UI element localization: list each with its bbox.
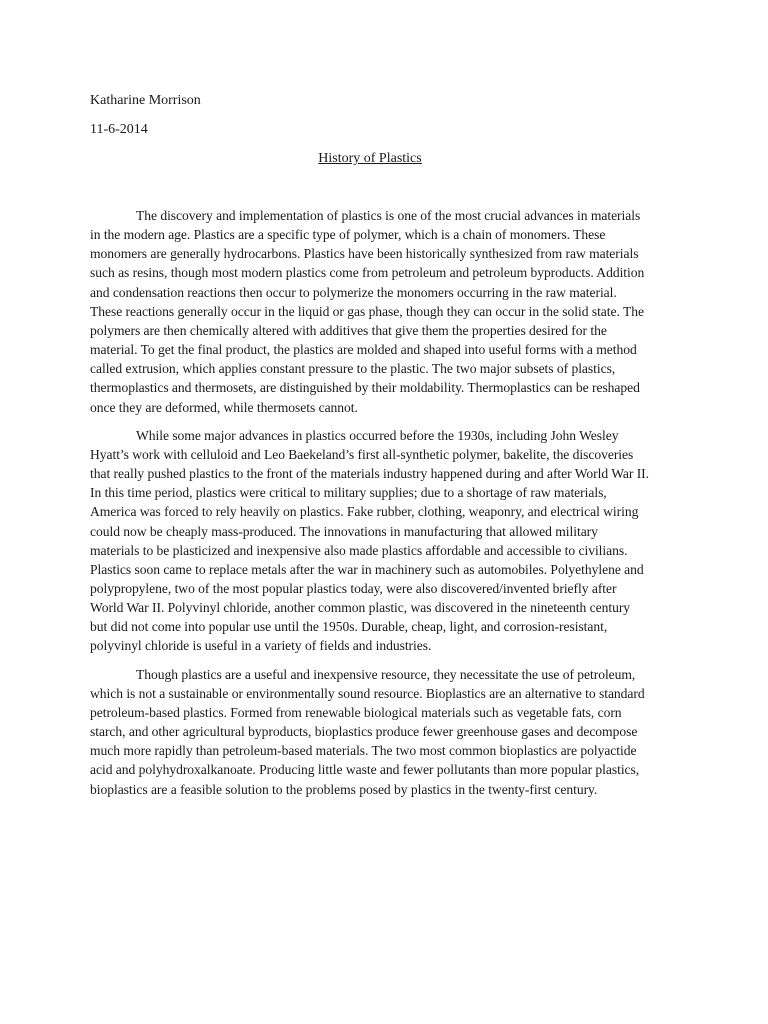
paragraph-2: While some major advances in plastics occurred before the 1930s, including John Wesley Hyatt’s work with celluloid and Leo Baekeland’s first all-synthetic polymer, bakelite, the discoveries that really pushed plastics to the front of the materials industry happened during and after World War II. In this time period, plastics were critical to military supplies; due to a shortage of raw materials, America was forced to rely heavily on plastics. Fake rubber, clothing, weaponry, and electrical wiring could now be cheaply mass-produced. The innovations in manufacturing that allowed military materials to be plasticized and inexpensive also made plastics affordable and accessible to civilians. Plastics soon came to replace metals after the war in machinery such as automobiles. Polyethylene and polypropylene, two of the most popular plastics today, were also discovered/invented briefly after World War II. Polyvinyl chloride, another common plastic, was discovered in the nineteenth century but did not come into popular use until the 1950s. Durable, cheap, light, and corrosion-resistant, polyvinyl chloride is useful in a variety of fields and industries. <box>90 427 650 654</box>
document-title: History of Plastics <box>318 151 422 166</box>
document-body <box>90 91 650 808</box>
document-date: 11-6-2014 <box>90 122 148 137</box>
paragraph-3: Though plastics are a useful and inexpensive resource, they necessitate the use of petroleum, which is not a sustainable or environmentally sound resource. Bioplastics are an alternative to standard petroleum-based plastics. Formed from renewable biological materials such as vegetable fats, corn starch, and other agricultural byproducts, bioplastics produce fewer greenhouse gases and decompose much more rapidly than petroleum-based materials. The two most common bioplastics are polyactide acid and polyhydroxalkanoate. Producing little waste and fewer pollutants than more popular plastics, bioplastics are a feasible solution to the problems posed by plastics in the twenty-first century. <box>90 666 645 797</box>
title-spacer <box>90 168 650 206</box>
author-name: Katharine Morrison <box>90 93 201 108</box>
paragraph-1: The discovery and implementation of plastics is one of the most crucial advances in materials in the modern age. Plastics are a specific type of polymer, which is a chain of monomers. These monomers are generally hydrocarbons. Plastics have been historically synthesized from raw materials such as resins, though most modern plastics come from petroleum and petroleum byproducts. Addition and condensation reactions then occur to polymerize the monomers occurring in the raw material. These reactions generally occur in the liquid or gas phase, though they can occur in the solid state. The polymers are then chemically altered with additives that give them the properties desired for the material. To get the final product, the plastics are molded and shaped into useful forms with a method called extrusion, which applies constant pressure to the plastic. The two major subsets of plastics, thermoplastics and thermosets, are distinguished by their moldability. Thermoplastics can be reshaped once they are deformed, while thermosets cannot. <box>90 208 645 415</box>
